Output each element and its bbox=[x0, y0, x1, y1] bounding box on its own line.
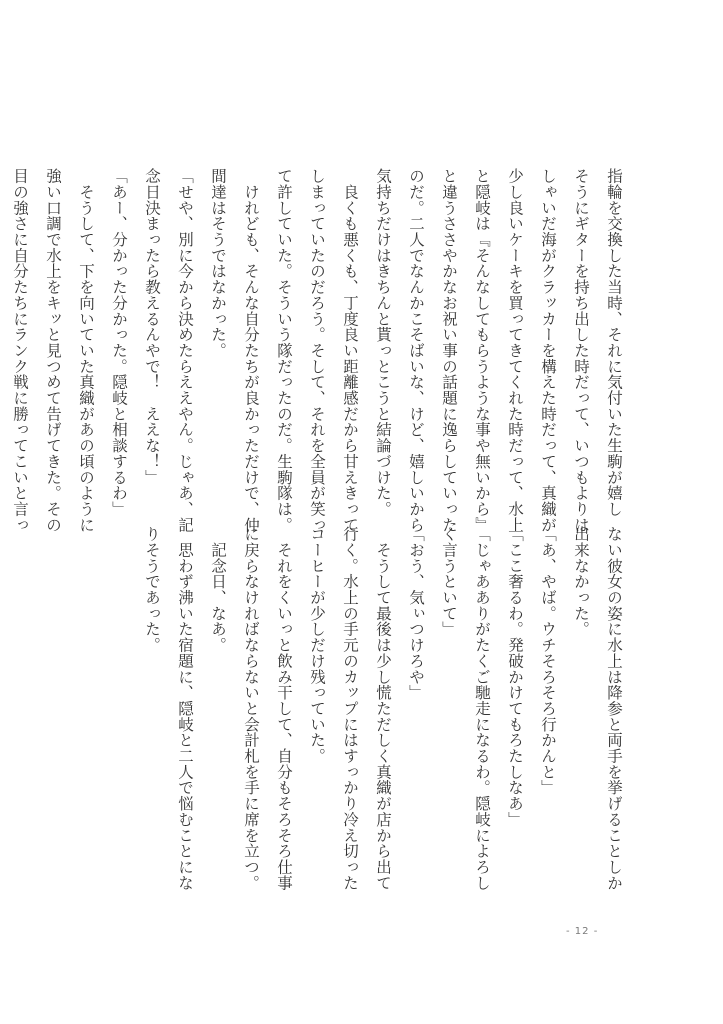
text-line: そうして、下を向いていた真織があの頃のように bbox=[77, 168, 95, 533]
text-line: 強い口調で水上をキッと見つめて告げてきた。その bbox=[44, 168, 62, 533]
text-line: 出来なかった。 bbox=[572, 526, 590, 637]
text-line: それをくいっと飲み干して、自分もそろそろ仕事 bbox=[275, 526, 293, 891]
text-line: に戻らなければならないと会計札を手に席を立つ。 bbox=[242, 526, 260, 891]
text-line: て許していた。そういう隊だったのだ。生駒隊は。 bbox=[275, 168, 293, 533]
page-number: - 12 - bbox=[566, 926, 599, 937]
text-line: 指輪を交換した当時、それに気付いた生駒が嬉し bbox=[605, 168, 623, 517]
text-line: く言うといて」 bbox=[440, 526, 458, 637]
text-line: 「おう、気ぃつけろや」 bbox=[407, 526, 425, 701]
text-line: けれども、そんな自分たちが良かっただけで、仲 bbox=[242, 168, 260, 533]
text-line: 間達はそうではなかった。 bbox=[209, 168, 227, 359]
text-line: しゃいだ海がクラッカーを構えた時だって、真織が bbox=[539, 168, 557, 533]
text-line: そうにギターを持ち出した時だって、いつもよりは bbox=[572, 168, 590, 533]
text-line: 行く。水上の手元のカップにはすっかり冷え切った bbox=[341, 526, 359, 891]
text-line: りそうであった。 bbox=[143, 526, 161, 653]
text-line: しまっていたのだろう。そして、それを全員が笑っ bbox=[308, 168, 326, 533]
text-line: 「せや、別に今から決めたらええやん。じゃあ、記 bbox=[176, 168, 194, 533]
text-line: 「あー、分かった分かった。隠岐と相談するわ」 bbox=[110, 168, 128, 517]
text-line: 記念日、なあ。 bbox=[209, 526, 227, 653]
text-line: 念日決まったら教えるんやで！ ええな！」 bbox=[143, 168, 161, 485]
text-line: のだ。二人でなんかこそばいな、けど、嬉しいから bbox=[407, 168, 425, 533]
text-line bbox=[0, 168, 3, 508]
text-line: 「ここ奢るわ。発破かけてもろたしなあ」 bbox=[506, 526, 524, 828]
text-line: 少し良いケーキを買ってきてくれた時だって、水上 bbox=[506, 168, 524, 533]
text-line: ない彼女の姿に水上は降参と両手を挙げることしか bbox=[605, 526, 623, 891]
text-line: コーヒーが少しだけ残っていた。 bbox=[308, 526, 326, 764]
text-line: そうして最後は少し慌ただしく真織が店から出て bbox=[374, 526, 392, 891]
text-line: 良くも悪くも、丁度良い距離感だから甘えきって bbox=[341, 168, 359, 533]
text-line: 気持ちだけはきちんと貰っとこうと結論づけた。 bbox=[374, 168, 392, 517]
text-line: 「あ、やば。ウチそろそろ行かんと」 bbox=[539, 526, 557, 796]
text-line: 思わず沸いた宿題に、隠岐と二人で悩むことにな bbox=[176, 526, 194, 891]
text-line: と隠岐は『そんなしてもらうような事や無いから』 bbox=[473, 168, 491, 533]
text-line: 目の強さに自分たちにランク戦に勝ってこいと言っ bbox=[11, 168, 29, 533]
text-block-lower bbox=[143, 526, 630, 891]
text-line: と違うささやかなお祝い事の話題に逸らしていった bbox=[440, 168, 458, 533]
text-block-upper bbox=[11, 168, 630, 533]
text-line: 「じゃあありがたくご馳走になるわ。隠岐によろし bbox=[473, 526, 491, 891]
